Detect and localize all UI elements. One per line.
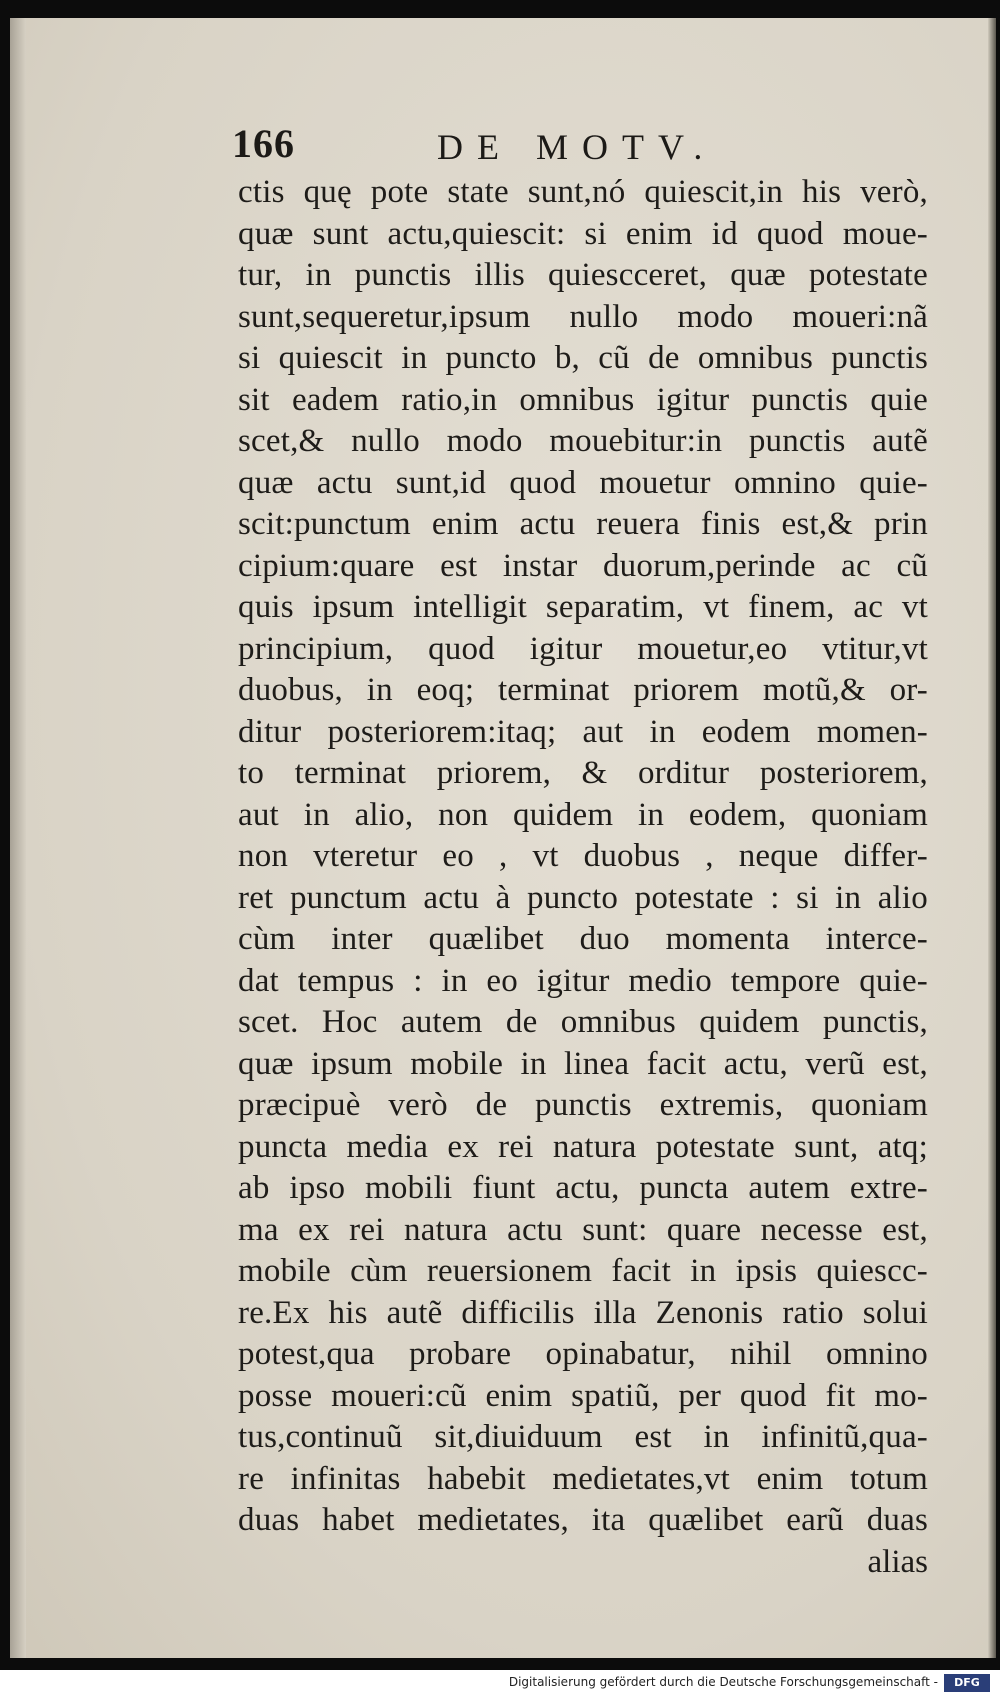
text-line: non vteretur eo , vt duobus , neque differ- xyxy=(238,838,928,874)
body-text xyxy=(238,172,928,1583)
text-line: sunt,sequeretur,ipsum nullo modo moueri:nã xyxy=(238,298,928,335)
page-gutter-shadow xyxy=(10,18,26,1658)
text-line: ab ipso mobili fiunt actu, puncta autem extre- xyxy=(238,1170,928,1206)
text-line: potest,qua probare opinabatur, nihil omnino xyxy=(238,1336,928,1372)
text-line: sit eadem ratio,in omnibus igitur punctis quie xyxy=(238,381,928,418)
text-line: ret punctum actu à puncto potestate : si in alio xyxy=(238,879,928,916)
text-line: posse moueri:cũ enim spatiũ, per quod fit mo- xyxy=(238,1377,928,1414)
text-line: duobus, in eoq; terminat priorem motũ,& or- xyxy=(238,672,928,708)
text-line: duas habet medietates, ita quælibet earũ duas xyxy=(238,1502,928,1538)
catchword: alias xyxy=(867,1543,928,1580)
text-line: tus,continuũ sit,diuiduum est in infinitũ,qua- xyxy=(238,1419,928,1455)
text-line: quæ sunt actu,quiescit: si enim id quod moue- xyxy=(238,215,928,252)
text-line: principium, quod igitur mouetur,eo vtitur,vt xyxy=(238,630,928,667)
funding-credit: Digitalisierung gefördert durch die Deutsche Forschungsgemeinschaft - xyxy=(508,1675,938,1689)
text-line: mobile cùm reuersionem facit in ipsis quiescc- xyxy=(238,1253,928,1289)
running-head xyxy=(232,120,932,170)
text-line: cipium:quare est instar duorum,perinde ac cũ xyxy=(238,547,928,584)
text-line: quæ ipsum mobile in linea facit actu, verũ est, xyxy=(238,1045,928,1082)
page-number: 166 xyxy=(232,121,295,166)
text-line: re infinitas habebit medietates,vt enim totum xyxy=(238,1460,928,1497)
text-line: ditur posteriorem:itaq; aut in eodem momen- xyxy=(238,713,928,750)
text-line: to terminat priorem, & orditur posteriorem, xyxy=(238,755,928,791)
text-line: præcipuè verò de punctis extremis, quoniam xyxy=(238,1087,928,1123)
footer-bar xyxy=(0,1670,1000,1698)
page-edge xyxy=(988,18,996,1658)
text-line: quis ipsum intelligit separatim, vt finem, ac vt xyxy=(238,589,928,625)
text-line: scit:punctum enim actu reuera finis est,& prin xyxy=(238,506,928,542)
running-title: DE MOTV. xyxy=(437,127,717,167)
text-line: puncta media ex rei natura potestate sunt, atq; xyxy=(238,1128,928,1165)
text-line: cùm inter quælibet duo momenta interce- xyxy=(238,921,928,957)
text-line: scet,& nullo modo mouebitur:in punctis autẽ xyxy=(238,423,928,459)
text-line: tur, in punctis illis quiescceret, quæ potestate xyxy=(238,257,928,293)
text-line: quæ actu sunt,id quod mouetur omnino quie- xyxy=(238,464,928,501)
text-line: dat tempus : in eo igitur medio tempore quie- xyxy=(238,962,928,999)
dfg-logo: DFG xyxy=(944,1674,990,1692)
text-line: scet. Hoc autem de omnibus quidem punctis, xyxy=(238,1004,928,1040)
text-line: aut in alio, non quidem in eodem, quoniam xyxy=(238,796,928,833)
text-line: ctis quę pote state sunt,nó quiescit,in his verò, xyxy=(238,174,928,210)
text-line: re.Ex his autẽ difficilis illa Zenonis ratio solui xyxy=(238,1294,928,1331)
text-line: ma ex rei natura actu sunt: quare necesse est, xyxy=(238,1211,928,1248)
text-line: si quiescit in puncto b, cũ de omnibus punctis xyxy=(238,340,928,376)
